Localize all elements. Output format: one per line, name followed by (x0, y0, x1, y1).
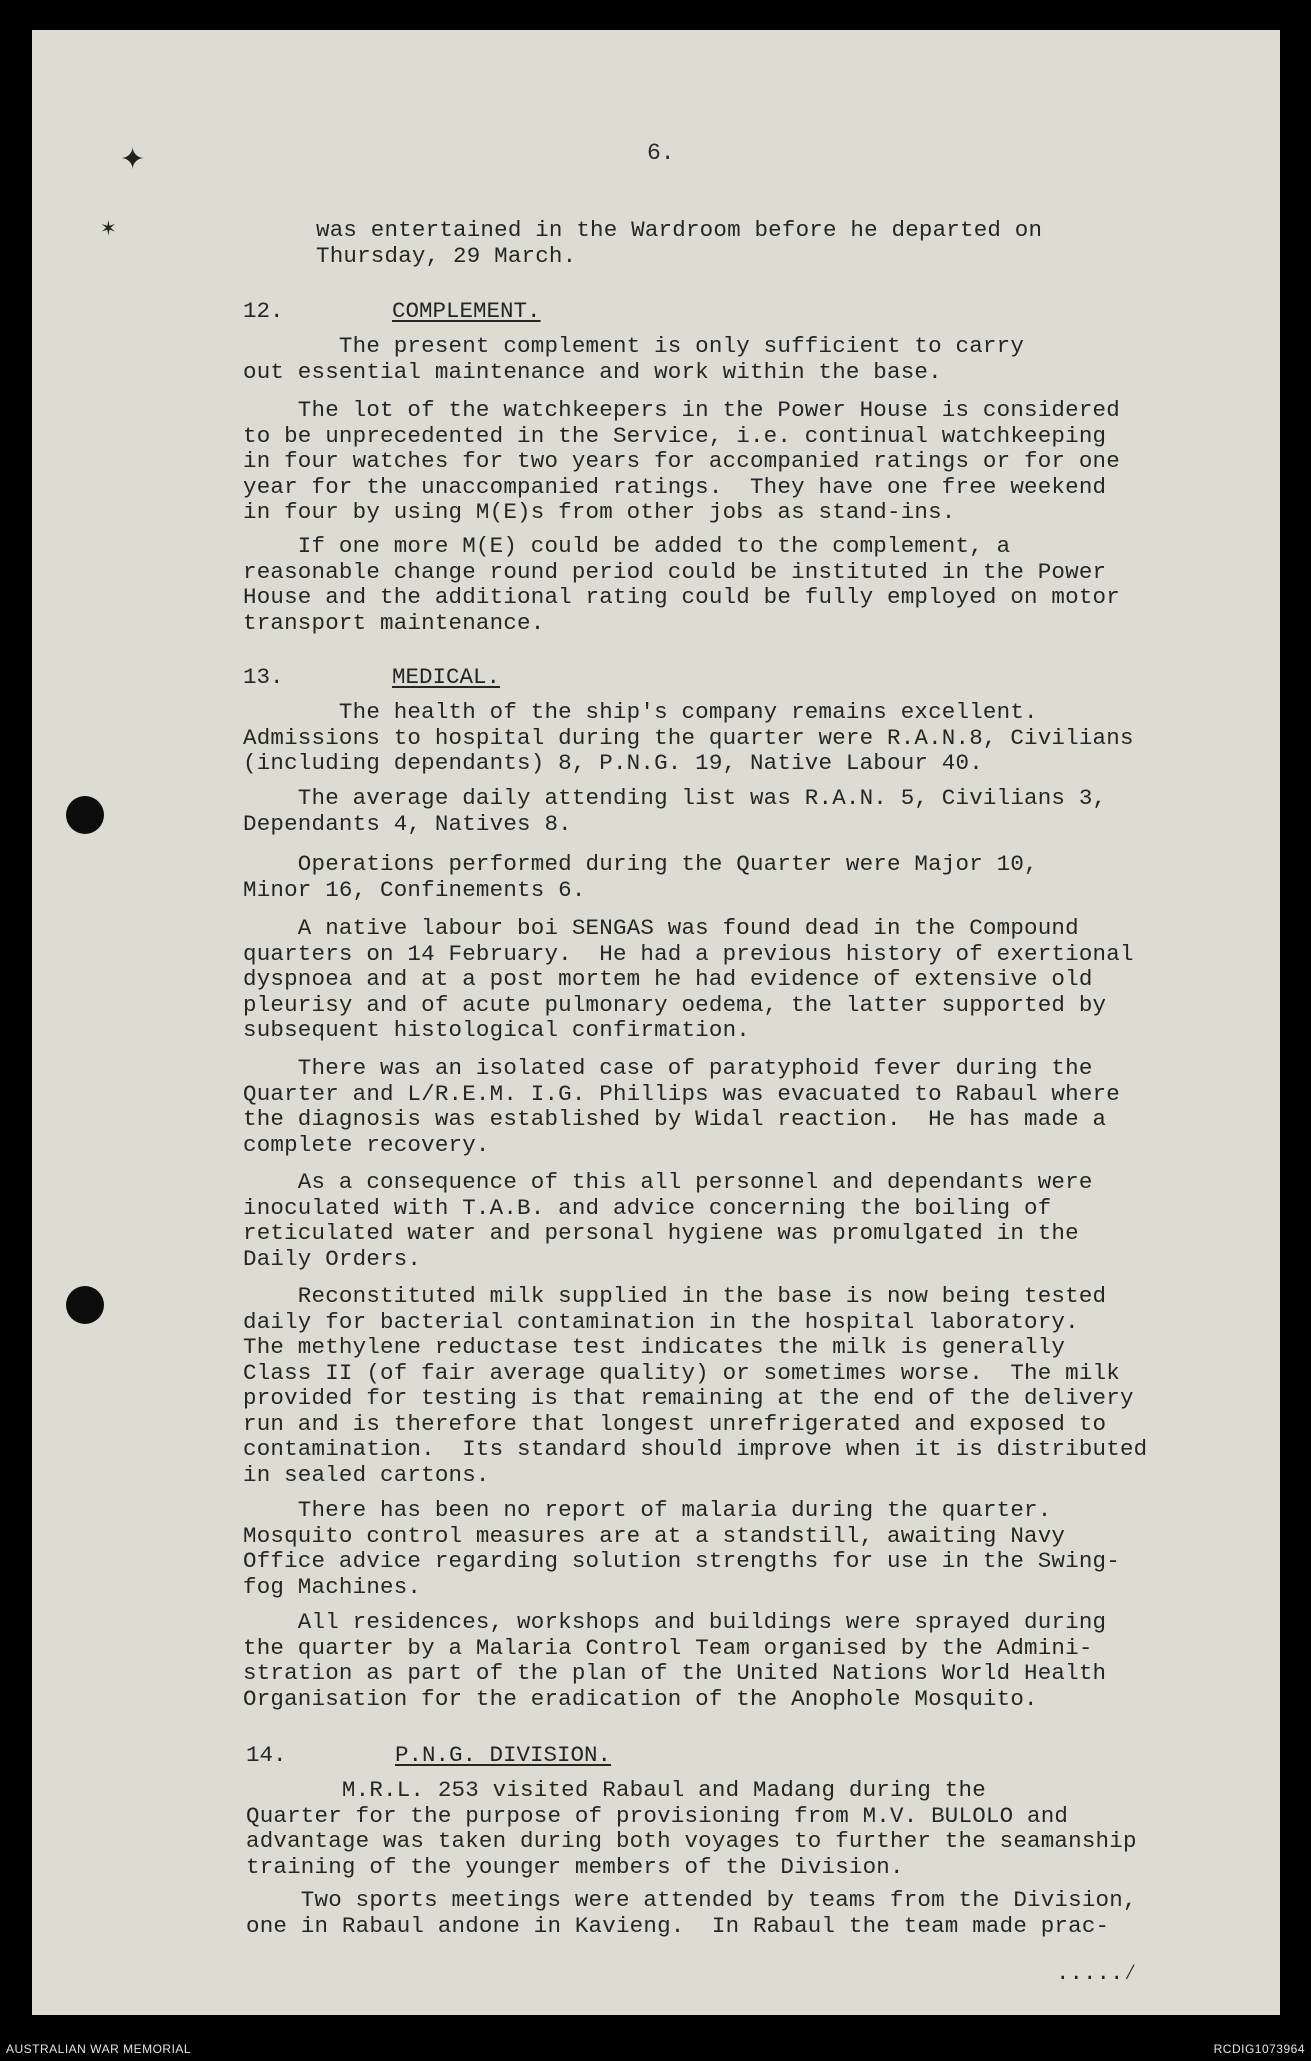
paragraph: The present complement is only sufficient to carry out essential maintenance and work within the base. (243, 333, 1025, 385)
paragraph: Reconstituted milk supplied in the base is now being tested daily for bacterial contamination in the hospital laboratory. The methylene reductase test indicates the milk is generally Class II (of fair average quality) or sometimes worse. The milk provided for testing is that remaining at the end of the delivery run and is therefore that longest unrefrigerated and exposed to contamination. Its standard should improve when it is distributed in sealed cartons. (243, 1283, 1148, 1488)
paragraph: As a consequence of this all personnel and dependants were inoculated with T.A.B. and advice concerning the boiling of reticulated water and personal hygiene was promulgated in the Daily Orders. (243, 1169, 1093, 1272)
section-number: 14. (246, 1742, 287, 1768)
section-number: 12. (243, 298, 284, 324)
section-heading: COMPLEMENT. (392, 298, 541, 324)
section-heading: P.N.G. DIVISION. (395, 1742, 612, 1768)
section-heading: MEDICAL. (392, 664, 501, 690)
footer-record-id: RCDIG1073964 (1213, 2042, 1305, 2056)
paragraph: There has been no report of malaria during the quarter. Mosquito control measures are at a standstill, awaiting Navy Office advice regarding solution strengths for use in the Swing- fog Machines. (243, 1497, 1120, 1600)
paragraph: Operations performed during the Quarter were Major 10, Minor 16, Confinements 6. (243, 851, 1038, 903)
paragraph: There was an isolated case of paratyphoid fever during the Quarter and L/R.E.M. I.G. Phillips was evacuated to Rabaul where the diagnosis was established by Widal reaction. He has made a complete recovery. (243, 1055, 1120, 1158)
paragraph: If one more M(E) could be added to the complement, a reasonable change round period could be instituted in the Power House and the additional rating could be fully employed on motor transport maintenance. (243, 533, 1120, 636)
paragraph: The average daily attending list was R.A.N. 5, Civilians 3, Dependants 4, Natives 8. (243, 785, 1107, 837)
pin-mark-icon: ✦ (120, 142, 146, 177)
paragraph: The lot of the watchkeepers in the Power House is considered to be unprecedented in the Service, i.e. continual watchkeeping in four watches for two years for accompanied ratings or for one year for the unaccompanied ratings. They have one free weekend in four by using M(E)s from other jobs as stand-ins. (243, 397, 1120, 525)
paragraph: M.R.L. 253 visited Rabaul and Madang during the Quarter for the purpose of provisioning from M.V. BULOLO and advantage was taken during both voyages to further the seamanship training of the younger members of the Division. (246, 1777, 1137, 1880)
continuation-mark: .....⁄ (1055, 1960, 1137, 1986)
page-number: 6. (647, 140, 675, 166)
punch-hole (66, 796, 104, 834)
punch-hole (66, 1286, 104, 1324)
pin-mark-icon: ✶ (100, 216, 117, 240)
section-number: 13. (243, 664, 284, 690)
paragraph: The health of the ship's company remains excellent. Admissions to hospital during the quarter were R.A.N.8, Civilians (including dependants) 8, P.N.G. 19, Native Labour 40. (243, 699, 1134, 776)
paragraph: was entertained in the Wardroom before he departed on Thursday, 29 March. (316, 217, 1043, 269)
paragraph: A native labour boi SENGAS was found dead in the Compound quarters on 14 February. He had a previous history of exertional dyspnoea and at a post mortem he had evidence of extensive old pleurisy and of acute pulmonary oedema, the latter supported by subsequent histological confirmation. (243, 915, 1134, 1043)
paragraph: All residences, workshops and buildings were sprayed during the quarter by a Malaria Control Team organised by the Admini- stration as part of the plan of the United Nations World Health Organisation for the eradication of the Anophole Mosquito. (243, 1609, 1107, 1712)
paragraph: Two sports meetings were attended by teams from the Division, one in Rabaul andone in Kavieng. In Rabaul the team made prac- (246, 1887, 1137, 1939)
footer-archive-name: AUSTRALIAN WAR MEMORIAL (6, 2042, 192, 2056)
